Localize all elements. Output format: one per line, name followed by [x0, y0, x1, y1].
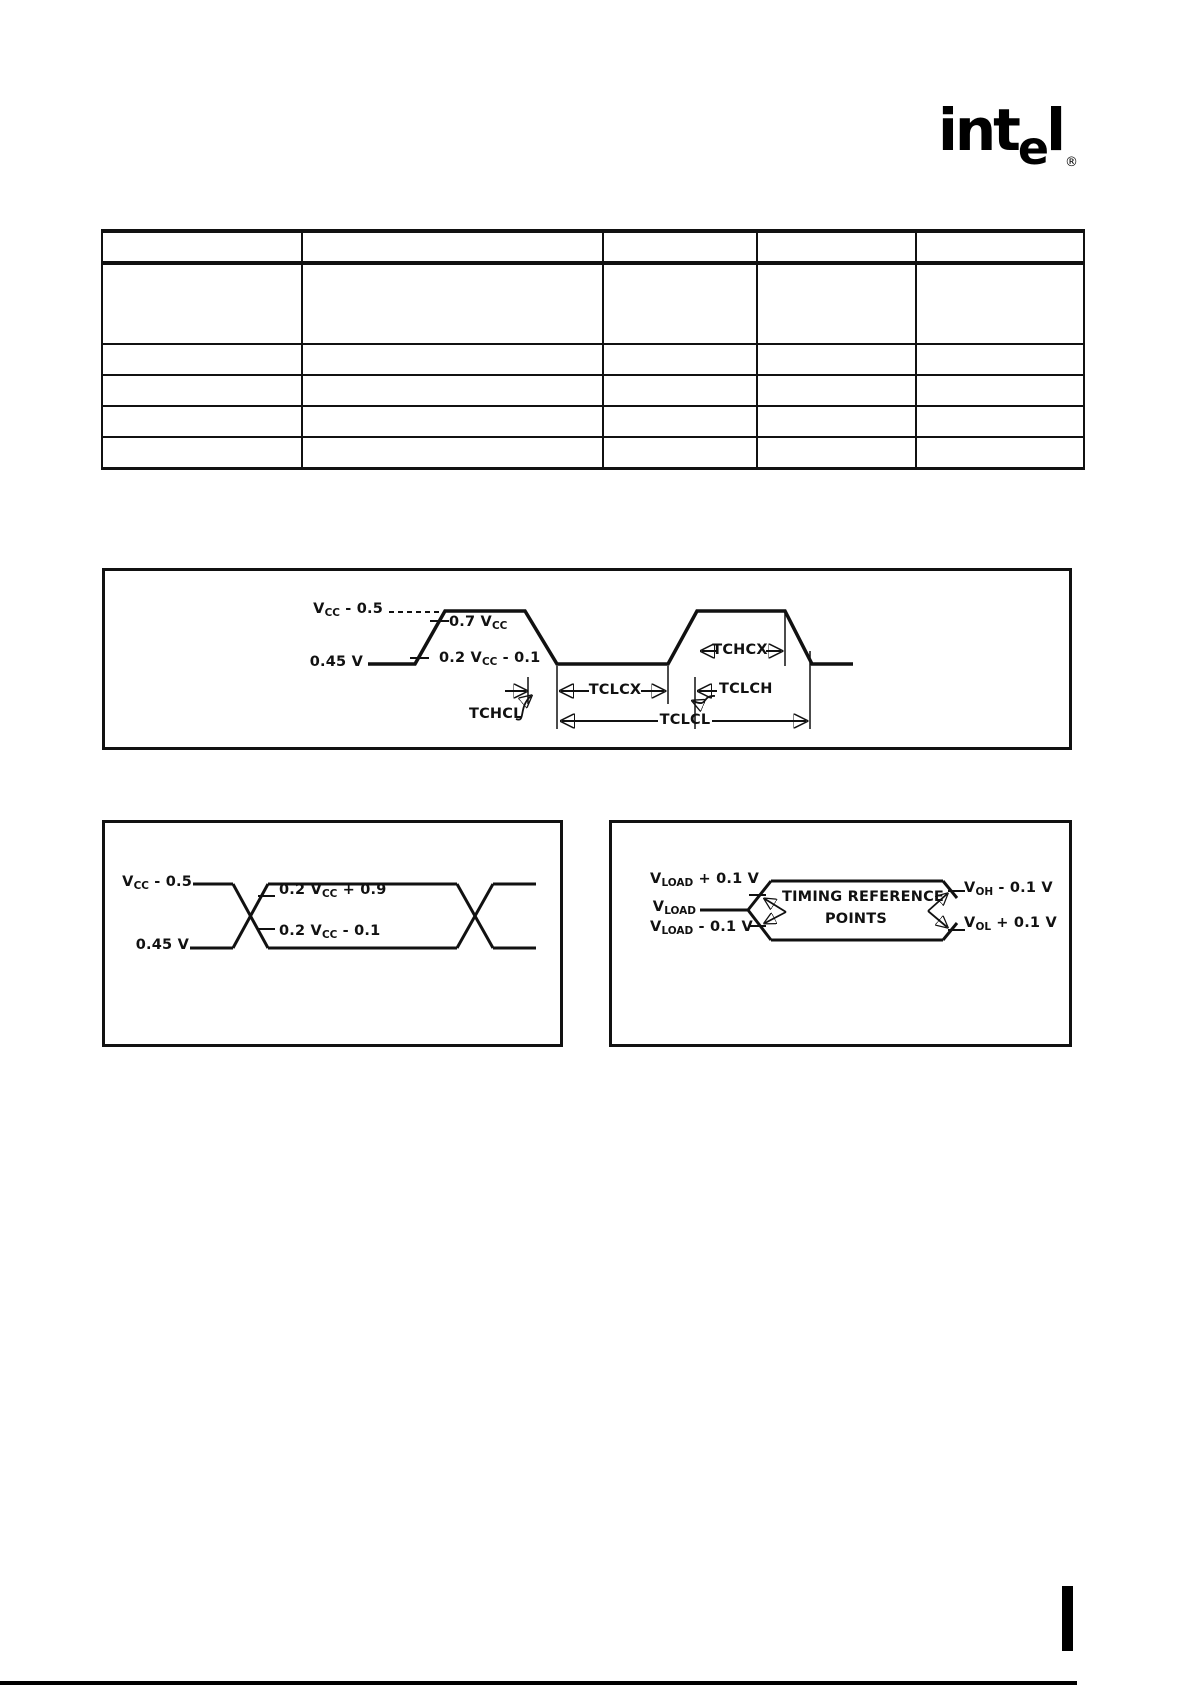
- spec-table: [101, 229, 1085, 470]
- vcc-minus-05-label: $V_{CC} - 0.5$: [122, 874, 192, 892]
- table-row: [102, 263, 1084, 344]
- input-waveform-figure: [102, 820, 563, 1047]
- table-cell: [302, 375, 603, 406]
- table-cell: [916, 437, 1084, 469]
- 02vcc-plus-09-label: 0.2 $V_{CC} + 0.9$: [279, 882, 387, 900]
- table-cell: [302, 437, 603, 469]
- table-cell: [916, 406, 1084, 437]
- 07vcc-label: 0.7 $V_{CC}$: [449, 614, 508, 632]
- 045v-label: 0.45 V: [309, 654, 363, 670]
- table-cell: [916, 231, 1084, 263]
- registered-mark: ®: [1065, 155, 1078, 170]
- voh-minus-01-label: $V_{OH} - 0.1$ V: [964, 880, 1053, 898]
- tchcx-label: TCHCX: [712, 642, 768, 658]
- table-cell: [603, 375, 757, 406]
- vcc-minus-05-label: $V_{CC} - 0.5$: [313, 601, 383, 619]
- table-cell: [102, 375, 302, 406]
- 02vcc-minus-01-label: 0.2 $V_{CC} - 0.1$: [279, 923, 381, 941]
- bottom-rule: [0, 1681, 1077, 1685]
- table-cell: [302, 231, 603, 263]
- intel-logo: [938, 96, 1078, 175]
- table-row: [102, 375, 1084, 406]
- table-cell: [757, 344, 916, 375]
- table-cell: [916, 344, 1084, 375]
- points-label: POINTS: [824, 911, 888, 927]
- logo-int: int: [938, 96, 1018, 164]
- registration-bar: [1062, 1586, 1073, 1651]
- table-cell: [102, 231, 302, 263]
- tclcx-label: TCLCX: [588, 682, 642, 698]
- vol-plus-01-label: $V_{OL} + 0.1$ V: [964, 915, 1057, 933]
- table-cell: [603, 263, 757, 344]
- table-cell: [102, 437, 302, 469]
- tclch-label: TCLCH: [719, 681, 773, 697]
- logo-l: l: [1046, 96, 1063, 164]
- table-cell: [603, 406, 757, 437]
- table-cell: [916, 263, 1084, 344]
- table-header-row: [102, 231, 1084, 263]
- vload-minus-01-label: $V_{LOAD} - 0.1$ V: [650, 919, 753, 937]
- table-cell: [102, 263, 302, 344]
- table-cell: [757, 437, 916, 469]
- table-cell: [302, 263, 603, 344]
- table-cell: [757, 406, 916, 437]
- vload-label: $V_{LOAD}$: [652, 899, 696, 917]
- timing-reference-label: TIMING REFERENCE: [782, 889, 945, 905]
- table-cell: [102, 344, 302, 375]
- tchcl-label: TCHCL: [469, 706, 523, 722]
- tclcl-label: TCLCL: [659, 712, 711, 728]
- tclch-leader: [693, 696, 715, 703]
- logo-dropped-e: e: [1017, 121, 1047, 175]
- table-row: [102, 344, 1084, 375]
- table-cell: [757, 231, 916, 263]
- output-waveform-figure: [609, 820, 1072, 1047]
- table-cell: [302, 406, 603, 437]
- table-cell: [603, 231, 757, 263]
- clock-waveform-svg: [105, 571, 1069, 747]
- table-cell: [102, 406, 302, 437]
- table-cell: [603, 344, 757, 375]
- clock-waveform-figure: [102, 568, 1072, 750]
- table-cell: [757, 263, 916, 344]
- table-cell: [757, 375, 916, 406]
- table-cell: [302, 344, 603, 375]
- vload-plus-01-label: $V_{LOAD} + 0.1$ V: [650, 871, 760, 889]
- table-row: [102, 437, 1084, 469]
- 02vcc-minus-01-label: 0.2 $V_{CC} - 0.1$: [439, 650, 541, 668]
- table-cell: [916, 375, 1084, 406]
- 045v-label: 0.45 V: [135, 937, 189, 953]
- table-cell: [603, 437, 757, 469]
- table-row: [102, 406, 1084, 437]
